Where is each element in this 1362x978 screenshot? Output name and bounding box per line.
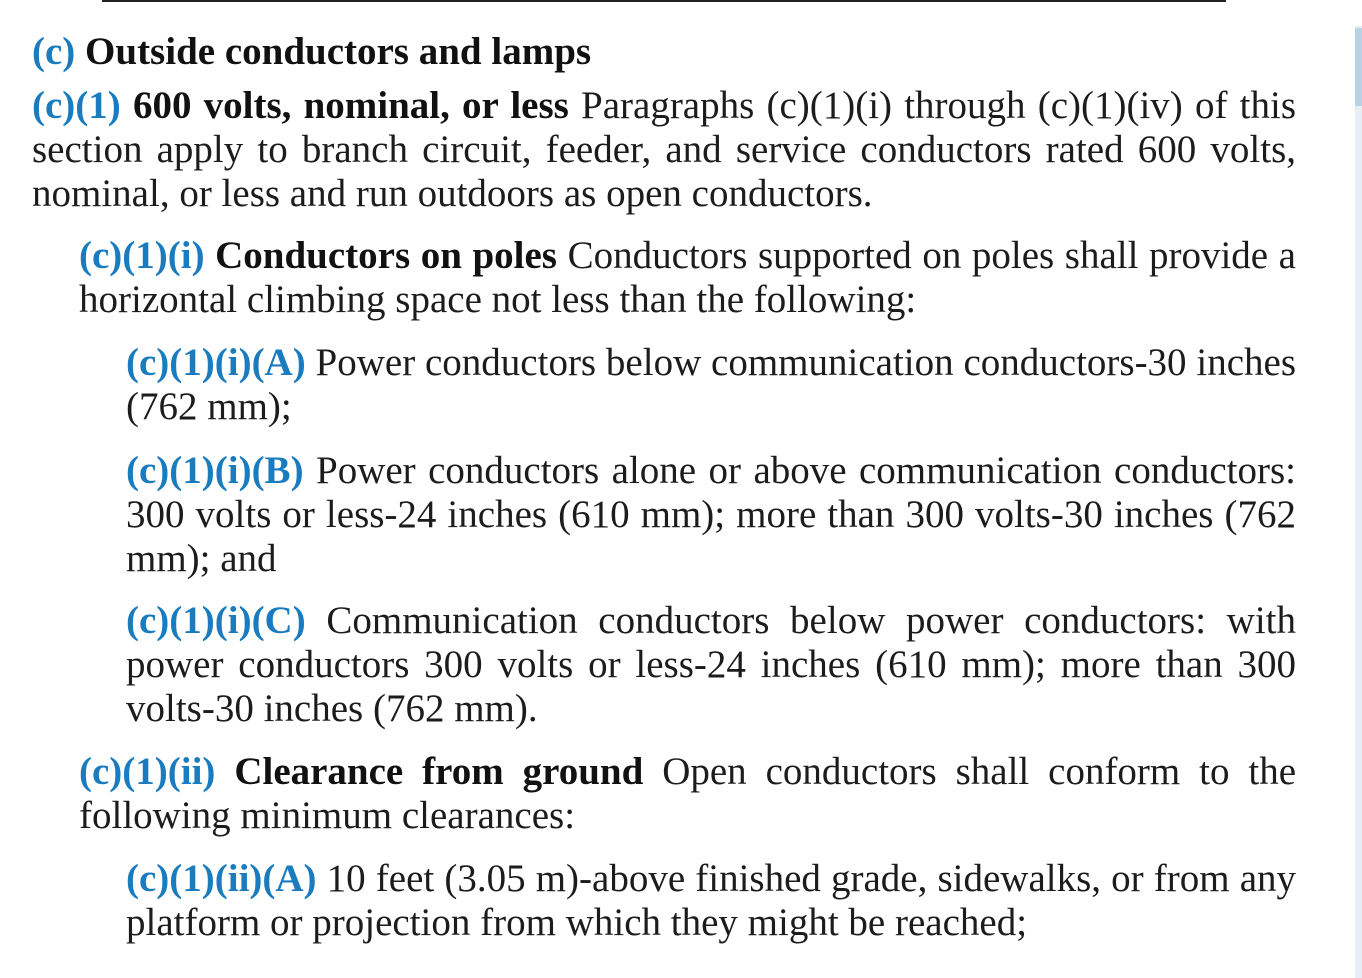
paragraph-title: Clearance from ground: [234, 750, 644, 793]
section-title: Outside conductors and lamps: [85, 30, 592, 73]
paragraph-c1iB: [126, 449, 1296, 581]
paragraph-text: 10 feet (3.05 m)-above finished grade, sidewalks, or from any platform or projection from which they might be reached;: [126, 857, 1297, 944]
paragraph-c1i: [79, 234, 1296, 322]
paragraph-label: (c)(1)(i)(C): [126, 599, 306, 642]
paragraph-label: (c)(1)(i)(B): [126, 449, 304, 492]
paragraph-text: Paragraphs (c)(1)(i) through (c)(1)(iv) of this section apply to branch circuit, feeder, and service conductors rated 600 volts, nominal, or less and run outdoors as open conductors.: [32, 84, 1296, 215]
paragraph-label: (c)(1)(i): [79, 234, 205, 277]
paragraph-text: Power conductors alone or above communication conductors: 300 volts or less-24 inches (610 mm); more than 300 volts-30 inches (762 mm); and: [126, 449, 1296, 580]
top-divider: [102, 0, 1226, 2]
scrollbar-thumb[interactable]: [1355, 28, 1362, 106]
scrollbar-track[interactable]: [1355, 26, 1362, 978]
paragraph-title: Conductors on poles: [215, 234, 557, 277]
paragraph-label: (c)(1): [32, 84, 121, 127]
paragraph-text: Communication conductors below power conductors: with power conductors 300 volts or less-24 inches (610 mm); more than 300 volts-30 inches (762 mm).: [126, 599, 1297, 730]
paragraph-text: Open conductors shall conform to the following minimum clearances:: [79, 750, 1297, 837]
section-label: (c): [32, 30, 76, 73]
paragraph-text: Conductors supported on poles shall provide a horizontal climbing space not less than the following:: [79, 234, 1296, 321]
paragraph-label: (c)(1)(ii): [79, 750, 216, 793]
paragraph-c1iiA: [126, 857, 1296, 945]
paragraph-c1iA: [126, 341, 1296, 429]
paragraph-text: Power conductors below communication conductors-30 inches (762 mm);: [126, 341, 1296, 428]
paragraph-c1: [32, 84, 1296, 216]
paragraph-label: (c)(1)(i)(A): [126, 341, 306, 384]
section-heading: [32, 30, 1296, 74]
paragraph-c1iC: [126, 599, 1296, 731]
paragraph-title: 600 volts, nominal, or less: [132, 84, 569, 127]
paragraph-c1ii: [79, 750, 1296, 838]
paragraph-label: (c)(1)(ii)(A): [126, 857, 317, 900]
